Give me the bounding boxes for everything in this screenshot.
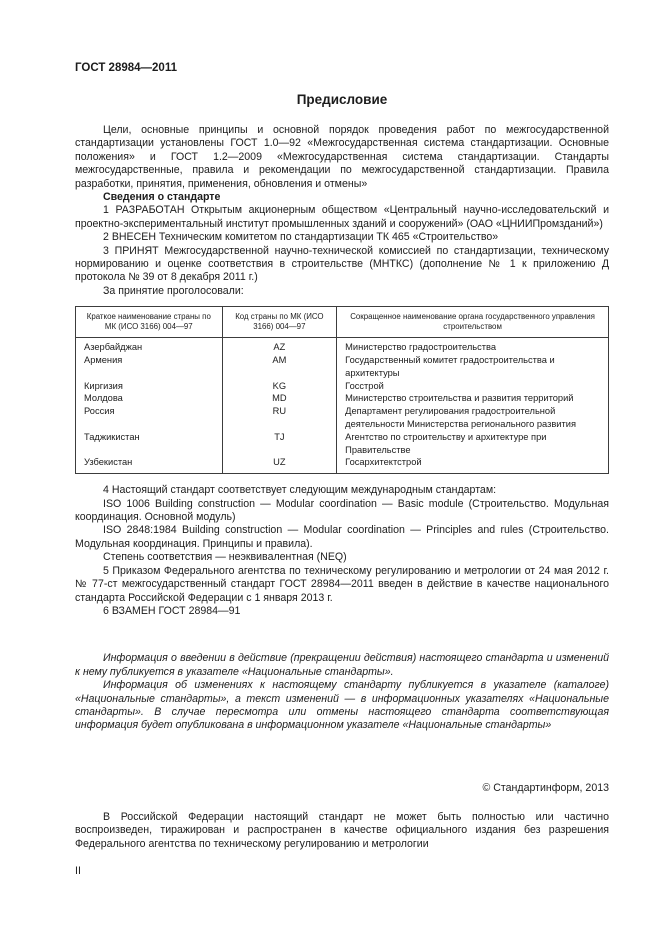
authority-cell: Министерство градостроительства: [337, 338, 609, 354]
copyright-notice: © Стандартинформ, 2013: [482, 781, 609, 794]
authority-cell: Департамент регулирования градостроительной деятельности Министерства регионального развития: [337, 405, 609, 431]
table-row: [76, 354, 609, 380]
compliance-item-4: 4 Настоящий стандарт соответствует следующим международным стандартам:: [103, 484, 497, 497]
publication-notes: [75, 652, 609, 732]
vote-line: За принятие проголосовали:: [103, 284, 244, 297]
table-row: [76, 431, 609, 457]
authority-cell: Государственный комитет градостроительства и архитектуры: [337, 354, 609, 380]
code-cell: MD: [222, 392, 337, 405]
table-header-row: [76, 307, 609, 338]
page-number: II: [75, 864, 81, 877]
compliance-degree: Степень соответствия — неэквивалентная (NEQ): [103, 551, 347, 564]
publication-note-2: Информация об изменениях к настоящему стандарту публикуется в указателе (каталоге) «Национальные стандарты», а текст изменений — в информационных указателях «Национальные стандарты». В случае пересмотра или отмены настоящего стандарта соответствующая информация будет опубликована в информационном указателе «Национальные стандарты»: [75, 679, 609, 732]
vote-table: [75, 306, 609, 474]
country-cell: Азербайджан: [76, 338, 223, 354]
table-row: [76, 456, 609, 473]
code-cell: AM: [222, 354, 337, 380]
compliance-item-5: 5 Приказом Федерального агентства по техническому регулированию и метрологии от 24 мая 2012 г. № 77-ст межгосударственный стандарт ГОСТ 28984—2011 введен в действие в качестве национального стандарта Российской Федерации с 1 января 2013 г.: [75, 564, 609, 604]
country-cell: Киргизия: [76, 380, 223, 393]
authority-cell: Министерство строительства и развития территорий: [337, 392, 609, 405]
header-code: Код страны по МК (ИСО 3166) 004—97: [222, 307, 337, 338]
iso-reference-1: ISO 1006 Building construction — Modular coordination — Basic module (Строительство. Модульная координация. Основной модуль): [75, 497, 609, 524]
table-row: [76, 338, 609, 354]
page-title: Предисловие: [296, 92, 388, 107]
country-cell: Россия: [76, 405, 223, 431]
authority-cell: Госстрой: [337, 380, 609, 393]
country-cell: Молдова: [76, 392, 223, 405]
vote-table-body: [76, 338, 609, 474]
country-cell: Узбекистан: [76, 456, 223, 473]
standard-info-heading: Сведения о стандарте: [103, 191, 221, 204]
code-cell: AZ: [222, 338, 337, 354]
code-cell: UZ: [222, 456, 337, 473]
compliance-item-6: 6 ВЗАМЕН ГОСТ 28984—91: [103, 604, 241, 617]
standard-info-item-3: 3 ПРИНЯТ Межгосударственной научно-технической комиссией по стандартизации, техническому нормированию и оценке соответствия в строительстве (МНТКС) (дополнение № 1 к приложению Д протокола № 39 от 8 декабря 2011 г.): [75, 244, 609, 284]
code-cell: KG: [222, 380, 337, 393]
reproduction-note: В Российской Федерации настоящий стандарт не может быть полностью или частично воспроизведен, тиражирован и распространен в качестве официального издания без разрешения Федерального агентства по техническому регулированию и метрологии: [75, 810, 609, 850]
intro-paragraph: Цели, основные принципы и основной порядок проведения работ по межгосударственной стандартизации установлены ГОСТ 1.0—92 «Межгосударственная система стандартизации. Основные положения» и ГОСТ 1.2—2009 «Межгосударственная система стандартизации. Стандарты межгосударственные, правила и рекомендации по межгосударственной стандартизации. Правила разработки, принятия, применения, обновления и отмены»: [75, 124, 609, 190]
header-authority: Сокращенное наименование органа государственного управления строительством: [337, 307, 609, 338]
authority-cell: Агентство по строительству и архитектуре при Правительстве: [337, 431, 609, 457]
code-cell: TJ: [222, 431, 337, 457]
publication-note-1: Информация о введении в действие (прекращении действия) настоящего стандарта и изменений к нему публикуется в указателе «Национальные стандарты».: [75, 652, 609, 678]
table-row: [76, 392, 609, 405]
country-cell: Армения: [76, 354, 223, 380]
table-row: [76, 380, 609, 393]
header-country: Краткое наименование страны по МК (ИСО 3166) 004—97: [76, 307, 223, 338]
country-cell: Таджикистан: [76, 431, 223, 457]
standard-info-item-2: 2 ВНЕСЕН Техническим комитетом по стандартизации ТК 465 «Строительство»: [103, 231, 499, 244]
standard-info-item-1: 1 РАЗРАБОТАН Открытым акционерным обществом «Центральный научно-исследовательский и проектно-экспериментальный институт промышленных зданий и сооружений» (ОАО «ЦНИИПромзданий»): [75, 204, 609, 230]
code-cell: RU: [222, 405, 337, 431]
vote-table-header: [76, 307, 609, 338]
table-row: [76, 405, 609, 431]
authority-cell: Госархитектстрой: [337, 456, 609, 473]
iso-reference-2: ISO 2848:1984 Building construction — Modular coordination — Principles and rules (Строительство. Модульная координация. Принципы и правила).: [75, 524, 609, 550]
document-reference: ГОСТ 28984—2011: [75, 62, 177, 74]
